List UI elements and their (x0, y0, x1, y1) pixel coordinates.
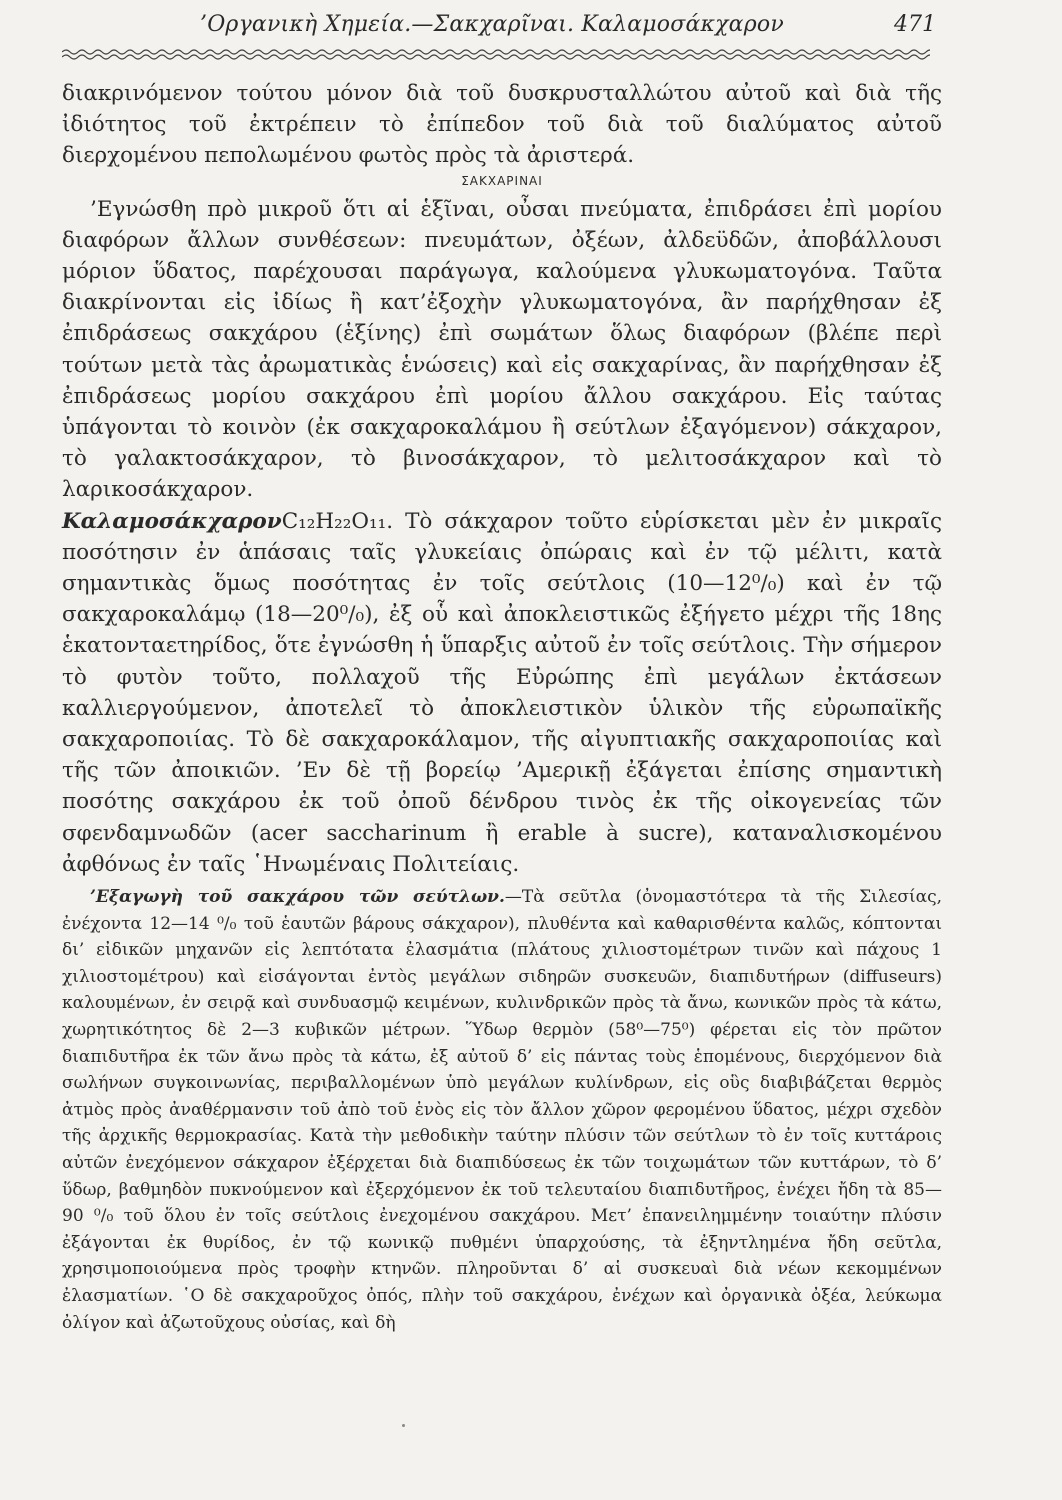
extraction-text: —Τὰ σεῦτλα (ὀνομαστότερα τὰ τῆς Σιλεσίας, ἐνέχοντα 12—14 ⁰/₀ τοῦ ἑαυτῶν βάρους σάκχαρον), πλυθέντα καὶ καθαρισθέντα καλῶς, κόπτονται δι’ εἰδικῶν μηχανῶν εἰς λεπτότατα ἐλασμάτια (πλάτους χιλιοστομέτρων τινῶν καὶ πάχους 1 χιλιοστομέτρου) καὶ εἰσάγονται ἐντὸς μεγάλων σιδηρῶν συσκευῶν, διαπιδυτήρων (diffuseurs) καλουμένων, ἐν σειρᾷ καὶ συνδυασμῷ κειμένων, κυλινδρικῶν πρὸς τὰ ἄνω, κωνικῶν πρὸς τὰ κάτω, χωρητικότητος δὲ 2—3 κυβικῶν μέτρων. Ὕδωρ θερμὸν (58⁰—75⁰) φέρεται εἰς τὸν πρῶτον διαπιδυτῆρα ἐκ τῶν ἄνω πρὸς τὰ κάτω, ἐξ αὐτοῦ δ’ εἰς πάντας τοὺς ἑπομένους, διερχόμενον διὰ σωλήνων συγκοινωνίας, περιβαλλομένων ὑπὸ μεγάλων κυλίνδρων, εἰς οὓς διαβιβάζεται θερμὸς ἀτμὸς πρὸς ἀναθέρμανσιν τοῦ ἀπὸ τοῦ ἑνὸς εἰς τὸν ἄλλον χῶρον φερομένου ὕδατος, μέχρι σχεδὸν τῆς ἀρχικῆς θερμοκρασίας. Κατὰ τὴν μεθοδικὴν ταύτην πλύσιν τῶν σεύτλων τὸ ἐν τοῖς κυττάροις αὐτῶν ἐνεχόμενον σάκχαρον ἐξέρχεται διὰ διαπιδύσεως ἐκ τῶν τοιχωμάτων τῶν κυττάρων, τὸ δ’ ὕδωρ, βαθμηδὸν πυκνούμενον καὶ ἐξερχόμενον ἐκ τοῦ τελευταίου διαπιδυτῆρος, ἐνέχει ἤδη τὰ 85—90 ⁰/₀ τοῦ ὅλου ἐν τοῖς σεύτλοις ἐνεχομένου σακχάρου. Μετ’ ἐπανειλημμένην τοιαύτην πλύσιν ἐξάγονται ἐκ θυρίδος, ἐν τῷ κωνικῷ πυθμένι ὑπαρχούσης, τὰ ἐξηντλημένα ἤδη σεῦτλα, χρησιμοποιούμενα πρὸς τροφὴν κτηνῶν. πληροῦνται δ’ αἱ συσκευαὶ διὰ νέων κεκομμένων ἐλασματίων. ῾Ο δὲ σακχαροῦχος ὀπός, πλὴν τοῦ σακχάρου, ἐνέχων καὶ ὀργανικὰ ὀξέα, λεύκωμα ὀλίγον καὶ ἀζωτοῦχους οὐσίας, καὶ δὴ (62, 887, 943, 1333)
extraction-section (62, 884, 942, 1336)
header-title: ’Οργανικὴ Χημεία.—Σακχαρῖναι. Καλαμοσάκχαρον (200, 12, 784, 37)
cane-sugar-formula: C₁₂H₂₂O₁₁. (281, 508, 394, 534)
cane-sugar-paragraph (62, 506, 942, 880)
main-text (62, 78, 942, 880)
wavy-rule (62, 46, 930, 62)
extraction-subhead: ’Εξαγωγὴ τοῦ σακχάρου τῶν σεύτλων. (90, 887, 505, 908)
cane-sugar-term: Καλαμοσάκχαρον (62, 508, 282, 534)
page-number: 471 (894, 12, 936, 37)
opening-paragraph: διακρινόμενον τούτου μόνον διὰ τοῦ δυσκρυσταλλώτου αὐτοῦ καὶ διὰ τῆς ἰδιότητος τοῦ ἐκτρέπειν τὸ ἐπίπεδον τοῦ διὰ τοῦ διαλύματος αὐτοῦ διερχομένου πεπολωμένου φωτὸς πρὸς τὰ ἀριστερά. (62, 81, 942, 169)
page (62, 0, 942, 1336)
running-header (62, 8, 942, 38)
cane-sugar-text: Τὸ σάκχαρον τοῦτο εὑρίσκεται μὲν ἐν μικραῖς ποσότησιν ἐν ἁπάσαις ταῖς γλυκείαις ὀπώραις καὶ ἐν τῷ μέλιτι, κατὰ σημαντικὰς ὅμως ποσότητας ἐν τοῖς σεύτλοις (10—12⁰/₀) καὶ ἐν τῷ σακχαροκαλάμῳ (18—20⁰/₀), ἐξ οὗ καὶ ἀποκλειστικῶς ἐξήγετο μέχρι τῆς 18ης ἑκατονταετηρίδος, ὅτε ἐγνώσθη ἡ ὕπαρξις αὐτοῦ ἐν τοῖς σεύτλοις. Τὴν σήμερον τὸ φυτὸν τοῦτο, πολλαχοῦ τῆς Εὐρώπης ἐπὶ μεγάλων ἐκτάσεων καλλιεργούμενον, ἀποτελεῖ τὸ ἀποκλειστικὸν ὑλικὸν τῆς εὐρωπαϊκῆς σακχαροποιίας. Τὸ δὲ σακχαροκάλαμον, τῆς αἰγυπτιακῆς σακχαροποιίας καὶ τῆς τῶν ἀποικιῶν. ’Εν δὲ τῇ βορείῳ ’Αμερικῇ ἐξάγεται ἐπίσης σημαντικὴ ποσότης σακχάρου ἐκ τοῦ ὀποῦ δένδρου τινὸς ἐκ τῆς οἰκογενείας τῶν σφενδαμνωδῶν (acer saccharinum ἢ erable à sucre), καταναλισκομένου ἀφθόνως ἐν ταῖς ῾Ηνωμέναις Πολιτείαις. (62, 508, 942, 877)
scan-speck (402, 1424, 405, 1427)
section-heading: ΣΑΚΧΑΡΙΝΑΙ (461, 173, 543, 188)
saccharins-paragraph: ’Εγνώσθη πρὸ μικροῦ ὅτι αἱ ἑξῖναι, οὖσαι πνεύματα, ἐπιδράσει ἐπὶ μορίου διαφόρων ἄλλων συνθέσεων: πνευμάτων, ὀξέων, ἀλδεϋδῶν, ἀποβάλλουσι μόριον ὕδατος, παρέχουσαι παράγωγα, καλούμενα γλυκωματογόνα. Ταῦτα διακρίνονται εἰς ἰδίως ἢ κατ’ἐξοχὴν γλυκωματογόνα, ἂν παρήχθησαν ἐξ ἐπιδράσεως σακχάρου (ἑξίνης) ἐπὶ σωμάτων ὅλως διαφόρων (βλέπε περὶ τούτων μετὰ τὰς ἀρωματικὰς ἑνώσεις) καὶ εἰς σακχαρίνας, ἂν παρήχθησαν ἐξ ἐπιδράσεως μορίου σακχάρου ἐπὶ μορίου ἄλλου σακχάρου. Εἰς ταύτας ὑπάγονται τὸ κοινὸν (ἐκ σακχαροκαλάμου ἢ σεύτλων ἐξαγόμενον) σάκχαρον, τὸ γαλακτοσάκχαρον, τὸ βινοσάκχαρον, τὸ μελιτοσάκχαρον καὶ τὸ λαρικοσάκχαρον. (62, 196, 942, 503)
extraction-paragraph (62, 884, 942, 1336)
